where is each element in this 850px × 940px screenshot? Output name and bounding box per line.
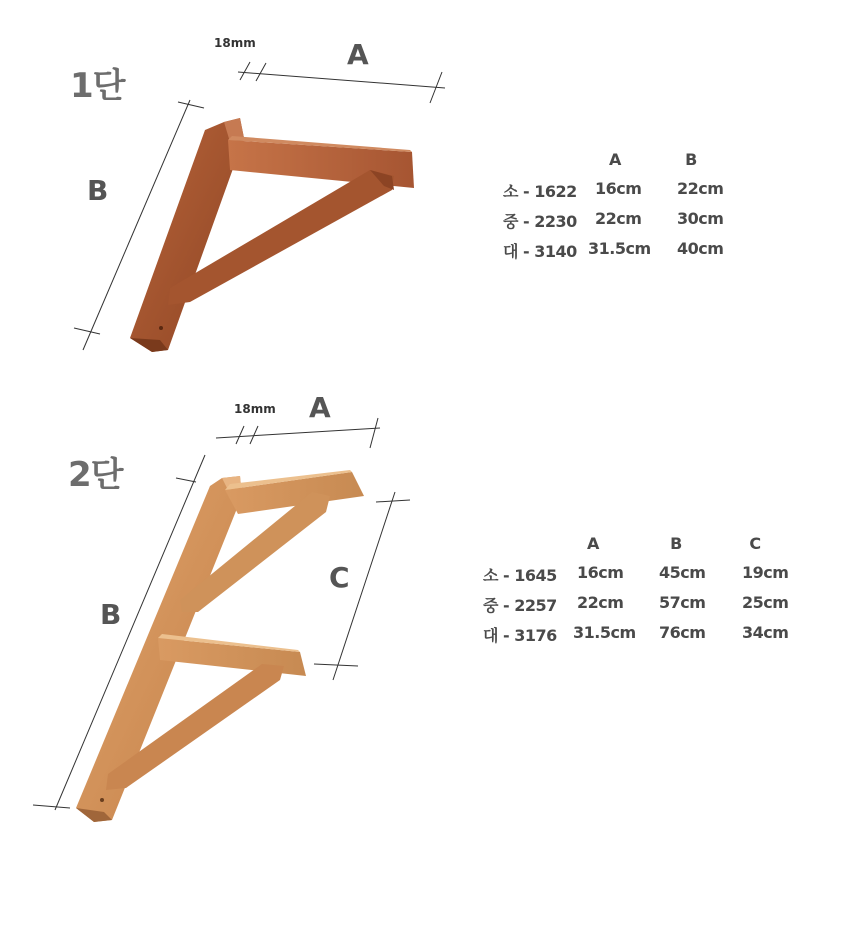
- section2-dim-c-label: C: [329, 561, 350, 594]
- section1-cell: 31.5cm: [588, 239, 651, 258]
- section2-dim-b-label: B: [100, 598, 122, 631]
- section2-thickness-label: 18mm: [234, 402, 276, 416]
- section1-cell: 16cm: [595, 179, 642, 198]
- section2-cell: 16cm: [577, 563, 624, 582]
- section1-cell: 22cm: [677, 179, 724, 198]
- section2-row-name: 소 - 1645: [483, 566, 557, 585]
- bracket-1tier: [130, 118, 414, 352]
- section2-title: 2단: [68, 455, 123, 495]
- section1-cell: 40cm: [677, 239, 724, 258]
- section1-header-b: B: [685, 150, 697, 169]
- section2-header-b: B: [670, 534, 682, 553]
- section1-cell: 22cm: [595, 209, 642, 228]
- section1-row-name: 소 - 1622: [503, 182, 577, 201]
- section1-dimension-lines: [74, 62, 445, 350]
- section1-dim-a-label: A: [347, 38, 369, 71]
- section2-row-name: 대 - 3176: [483, 626, 557, 645]
- section1-row-name: 중 - 2230: [503, 212, 577, 231]
- section1-cell: 30cm: [677, 209, 724, 228]
- bracket-2tier: [76, 470, 364, 822]
- section2-cell: 45cm: [659, 563, 706, 582]
- section2-cell: 22cm: [577, 593, 624, 612]
- section2-header-a: A: [587, 534, 599, 553]
- section1-dim-b-label: B: [87, 174, 109, 207]
- section1-thickness-label: 18mm: [214, 36, 256, 50]
- section1-row-name: 대 - 3140: [503, 242, 577, 261]
- section2-cell: 57cm: [659, 593, 706, 612]
- section1-title: 1단: [70, 66, 125, 106]
- section2-cell: 76cm: [659, 623, 706, 642]
- section2-header-c: C: [749, 534, 761, 553]
- section2-cell: 19cm: [742, 563, 789, 582]
- section2-row-name: 중 - 2257: [483, 596, 557, 615]
- section2-cell: 34cm: [742, 623, 789, 642]
- section1-header-a: A: [609, 150, 621, 169]
- section2-cell: 31.5cm: [573, 623, 636, 642]
- section2-dim-a-label: A: [309, 391, 331, 424]
- section2-cell: 25cm: [742, 593, 789, 612]
